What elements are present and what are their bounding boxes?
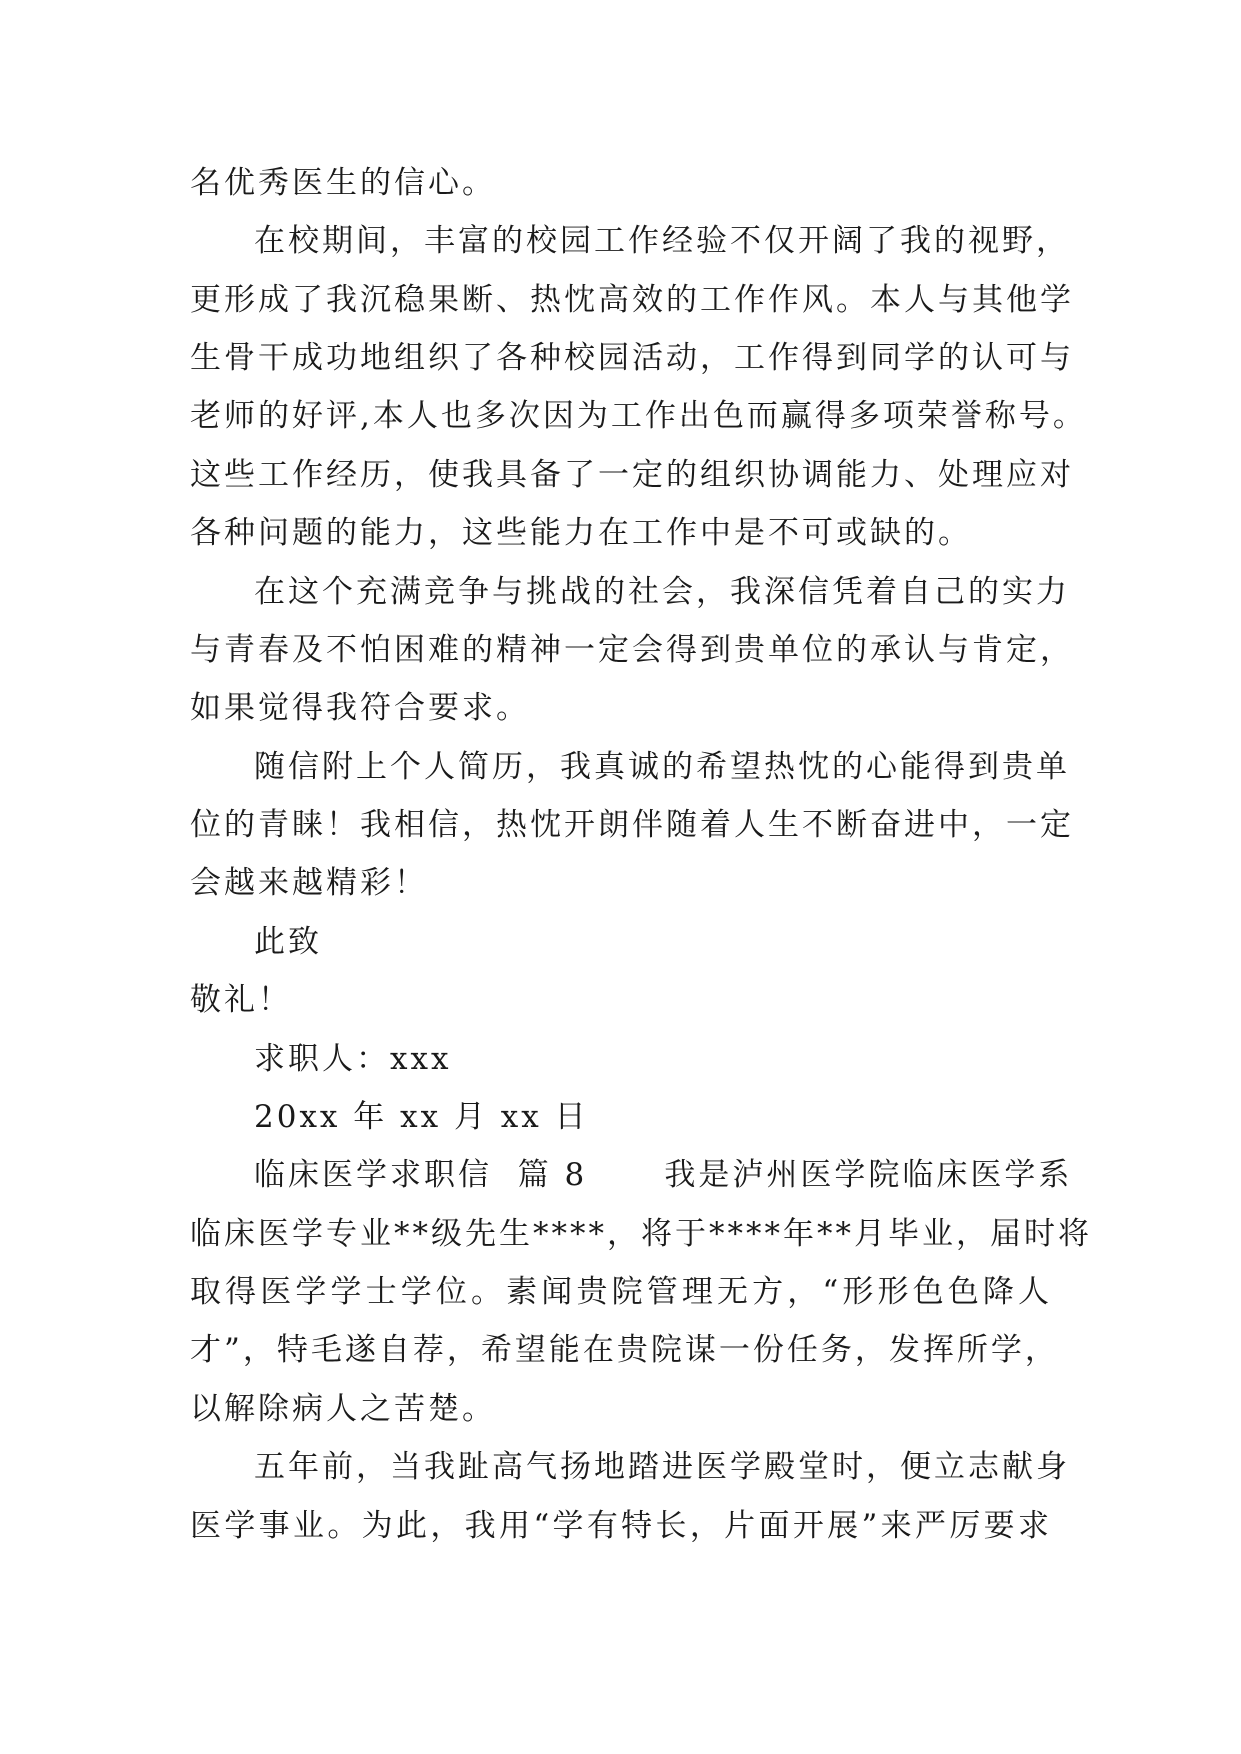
signature-line: 求职人：xxx xyxy=(254,1041,452,1077)
text-line: 生骨干成功地组织了各种校园活动，工作得到同学的认可与 xyxy=(190,340,1074,376)
text-line: 与青春及不怕困难的精神一定会得到贵单位的承认与肯定， xyxy=(190,632,1074,668)
salutation-line: 敬礼！ xyxy=(190,982,292,1018)
text-line: 才”，特毛遂自荐，希望能在贵院谋一份任务，发挥所学， xyxy=(190,1332,1059,1368)
text-line: 老师的好评,本人也多次因为工作出色而赢得多项荣誉称号。 xyxy=(190,398,1087,434)
text-line: 在校期间，丰富的校园工作经验不仅开阔了我的视野， xyxy=(254,223,1070,259)
text-line: 临床医学专业**级先生****，将于****年**月毕业，届时将 xyxy=(190,1216,1092,1252)
text-line: 以解除病人之苦楚。 xyxy=(190,1391,496,1427)
text-line: 随信附上个人简历，我真诚的希望热忱的心能得到贵单 xyxy=(254,749,1070,785)
text-line: 医学事业。为此，我用“学有特长，片面开展”来严厉要求 xyxy=(190,1508,1052,1544)
text-line: 会越来越精彩！ xyxy=(190,865,428,901)
date-line: 20xx 年 xx 月 xx 日 xyxy=(254,1099,589,1135)
text-line: 位的青睐！我相信，热忱开朗伴随着人生不断奋进中，一定 xyxy=(190,807,1074,843)
salutation-line: 此致 xyxy=(254,924,322,960)
text-line: 在这个充满竞争与挑战的社会，我深信凭着自己的实力 xyxy=(254,574,1070,610)
text-line: 名优秀医生的信心。 xyxy=(190,165,496,201)
text-line: 更形成了我沉稳果断、热忱高效的工作作风。本人与其他学 xyxy=(190,282,1074,318)
text-line: 如果觉得我符合要求。 xyxy=(190,690,530,726)
text-line: 取得医学学士学位。素闻贵院管理无方，“形形色色降人 xyxy=(190,1274,1052,1310)
text-line: 五年前，当我趾高气扬地踏进医学殿堂时，便立志献身 xyxy=(254,1449,1070,1485)
section-heading: 临床医学求职信 篇 8 我是泸州医学院临床医学系 xyxy=(254,1157,1073,1193)
text-line: 各种问题的能力，这些能力在工作中是不可或缺的。 xyxy=(190,515,972,551)
text-line: 这些工作经历，使我具备了一定的组织协调能力、处理应对 xyxy=(190,457,1074,493)
